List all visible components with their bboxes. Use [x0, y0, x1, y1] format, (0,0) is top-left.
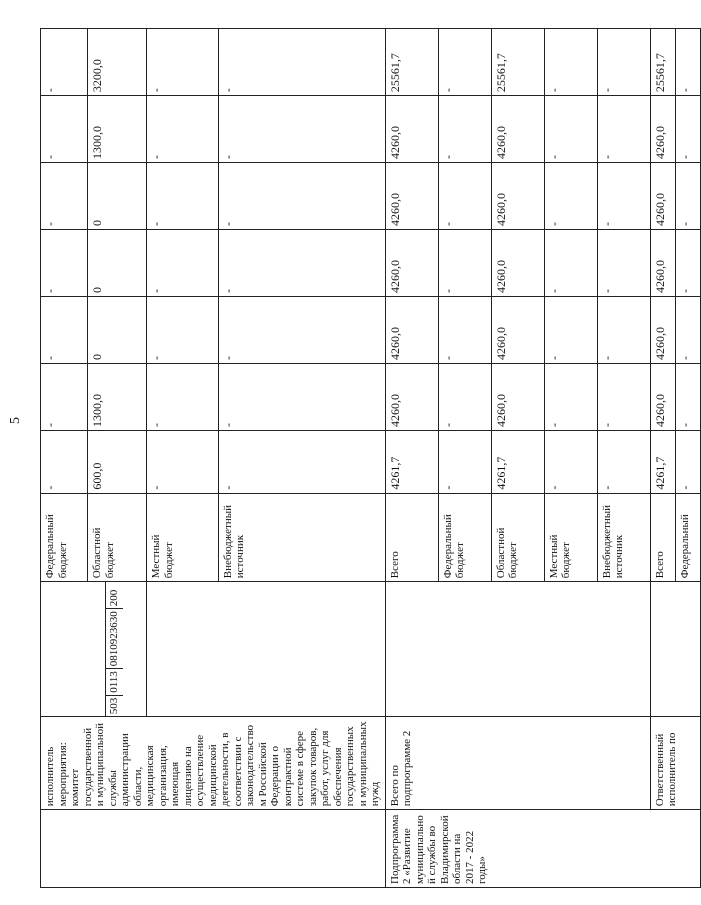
value-cell: 3200,0: [88, 29, 147, 96]
subprogram-cell: Подпрограмма 2 «Развитие муниципальной службы во Владимирской области на 2017 - 2022 годы»: [385, 810, 700, 888]
value-cell: -: [41, 297, 88, 364]
value-cell: -: [544, 430, 597, 493]
value-cell: 0: [88, 163, 147, 230]
value-cell: -: [147, 96, 219, 163]
table-row: [385, 29, 438, 888]
source-cell: Всего: [650, 493, 675, 582]
codes-row: [105, 582, 123, 716]
value-cell: -: [544, 163, 597, 230]
value-cell: -: [675, 96, 700, 163]
value-cell: -: [544, 96, 597, 163]
value-cell: -: [41, 230, 88, 297]
value-cell: 25561,7: [491, 29, 544, 96]
source-cell: Федеральный: [675, 493, 700, 582]
value-cell: -: [675, 29, 700, 96]
value-cell: -: [147, 297, 219, 364]
value-cell: -: [218, 297, 385, 364]
value-cell: 0: [88, 230, 147, 297]
value-cell: -: [41, 364, 88, 431]
value-cell: -: [41, 163, 88, 230]
value-cell: 4260,0: [385, 230, 438, 297]
value-cell: -: [438, 230, 491, 297]
value-cell: -: [41, 430, 88, 493]
rotated-page: [40, 28, 692, 888]
value-cell: -: [147, 230, 219, 297]
codes-cell-empty: [650, 582, 700, 717]
value-cell: 4260,0: [385, 163, 438, 230]
value-cell: 4260,0: [491, 297, 544, 364]
value-cell: 4261,7: [650, 430, 675, 493]
budget-table: [40, 28, 701, 888]
value-cell: -: [597, 430, 650, 493]
code-csr: 0810923630: [106, 608, 123, 668]
value-cell: 4260,0: [491, 163, 544, 230]
value-cell: -: [41, 29, 88, 96]
value-cell: -: [675, 364, 700, 431]
value-cell: 25561,7: [650, 29, 675, 96]
value-cell: 0: [88, 297, 147, 364]
value-cell: -: [675, 297, 700, 364]
value-cell: -: [597, 29, 650, 96]
value-cell: -: [218, 96, 385, 163]
value-cell: -: [597, 163, 650, 230]
value-cell: 1300,0: [88, 364, 147, 431]
value-cell: -: [218, 430, 385, 493]
value-cell: -: [597, 297, 650, 364]
value-cell: 4260,0: [385, 96, 438, 163]
value-cell: -: [597, 364, 650, 431]
value-cell: -: [438, 297, 491, 364]
table-row: [650, 29, 675, 888]
value-cell: 4260,0: [491, 364, 544, 431]
source-cell: Внебюджетный источник: [597, 493, 650, 582]
value-cell: 4260,0: [491, 96, 544, 163]
source-cell: Местный бюджет: [147, 493, 219, 582]
value-cell: -: [218, 364, 385, 431]
value-cell: 4260,0: [385, 297, 438, 364]
value-cell: -: [41, 96, 88, 163]
program-cell-empty: [41, 810, 386, 888]
source-cell: Местный бюджет: [544, 493, 597, 582]
value-cell: -: [147, 430, 219, 493]
page-number: 5: [8, 417, 23, 424]
value-cell: 1300,0: [88, 96, 147, 163]
code-grbs: 503: [106, 695, 123, 717]
codes-cell-empty: [385, 582, 650, 717]
value-cell: 4260,0: [650, 163, 675, 230]
codes-cell-empty: [147, 582, 386, 717]
value-cell: -: [675, 163, 700, 230]
value-cell: -: [438, 96, 491, 163]
code-rzpr: 0113: [106, 668, 123, 695]
source-cell: Всего: [385, 493, 438, 582]
value-cell: 4260,0: [385, 364, 438, 431]
value-cell: -: [147, 29, 219, 96]
code-vr: 200: [108, 589, 120, 607]
value-cell: 4261,7: [385, 430, 438, 493]
value-cell: -: [438, 430, 491, 493]
value-cell: -: [675, 430, 700, 493]
value-cell: -: [597, 96, 650, 163]
value-cell: -: [218, 163, 385, 230]
source-cell: Областной бюджет: [491, 493, 544, 582]
total-label-cell: Всего по подпрограмме 2: [385, 717, 650, 810]
value-cell: -: [544, 297, 597, 364]
value-cell: 4260,0: [650, 96, 675, 163]
value-cell: -: [438, 29, 491, 96]
value-cell: 600,0: [88, 430, 147, 493]
value-cell: -: [218, 230, 385, 297]
codes-cell: [41, 582, 147, 717]
source-cell: Федеральный бюджет: [438, 493, 491, 582]
value-cell: 4261,7: [491, 430, 544, 493]
value-cell: -: [147, 163, 219, 230]
value-cell: -: [438, 163, 491, 230]
value-cell: -: [438, 364, 491, 431]
table-row: [41, 29, 88, 888]
value-cell: -: [147, 364, 219, 431]
source-cell: Внебюджетный источник: [218, 493, 385, 582]
value-cell: 25561,7: [385, 29, 438, 96]
value-cell: -: [544, 29, 597, 96]
value-cell: 4260,0: [650, 297, 675, 364]
source-cell: Областной бюджет: [88, 493, 147, 582]
value-cell: -: [544, 364, 597, 431]
value-cell: 4260,0: [650, 230, 675, 297]
executor-cell: исполнитель мероприятия: комитет государственной и муниципальной службы администрации области, медицинская организация, имеющая лицензию на осуществление медицинской деятельности, в соответствии с законодательством Российской Федерации о контрактной системе в сфере закупок товаров, работ, услуг для обеспечения государственных и муниципальных нужд: [41, 717, 386, 810]
value-cell: 4260,0: [650, 364, 675, 431]
value-cell: 4260,0: [491, 230, 544, 297]
source-cell: Федеральный бюджет: [41, 493, 88, 582]
value-cell: -: [218, 29, 385, 96]
value-cell: -: [675, 230, 700, 297]
value-cell: -: [597, 230, 650, 297]
responsible-cell: Ответственный исполнитель по: [650, 717, 700, 810]
value-cell: -: [544, 230, 597, 297]
